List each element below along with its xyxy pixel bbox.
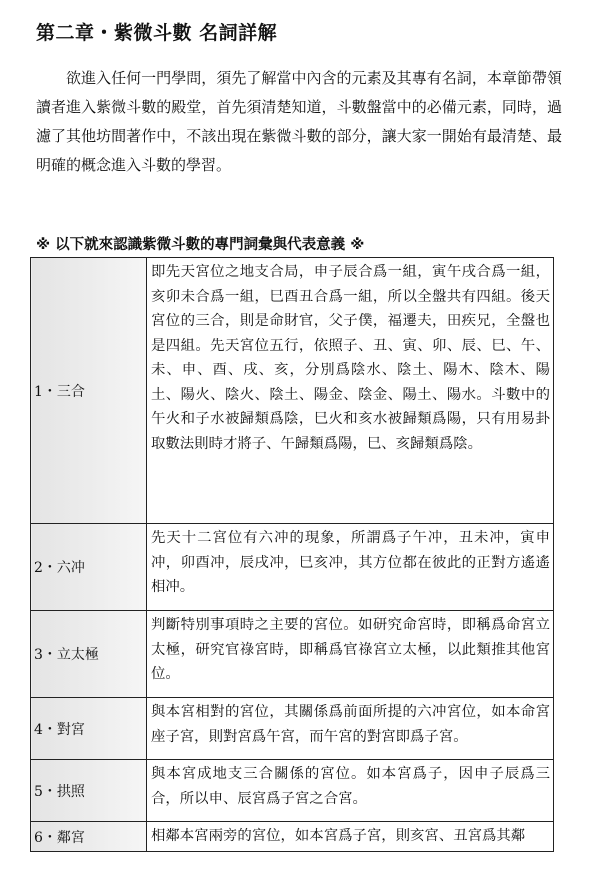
term-definition: 即先天宮位之地支合局，申子辰合爲一組，寅午戌合爲一組，亥卯未合爲一組，巳酉丑合爲一組，所以全盤共有四組。後天宮位的三合，則是命財官，父子僕，福遷夫，田疾兄，全盤也是四組。先天宮位五行，依照子、丑、寅、卯、辰、巳、午、未、申、酉、戌、亥，分別爲陰水、陰土、陽木、陰木、陽土、陽火、陰火、陰土、陽金、陰金、陽土、陽水。斗數中的午火和子水被歸類爲陰，巳火和亥水被歸類爲陽，只有用易卦取數法則時才將子、午歸類爲陽，巳、亥歸類爲陰。	[147, 258, 554, 524]
terms-table	[30, 257, 554, 852]
term-name: 6・鄰宮	[31, 822, 147, 852]
term-definition: 與本宮相對的宮位，其關係爲前面所提的六冲宮位，如本命宮座子宮，則對宮爲午宮，而午宮的對宮即爲子宮。	[147, 698, 554, 760]
term-name: 4・對宮	[31, 698, 147, 760]
table-row	[31, 258, 554, 524]
term-name: 2・六冲	[31, 524, 147, 611]
term-definition: 先天十二宮位有六冲的現象，所謂爲子午冲，丑未冲，寅申冲，卯酉冲，辰戌冲，巳亥冲，其方位都在彼此的正對方遙遙相冲。	[147, 524, 554, 611]
term-name: 5・拱照	[31, 760, 147, 822]
term-name: 1・三合	[31, 258, 147, 524]
table-row	[31, 698, 554, 760]
table-row	[31, 611, 554, 698]
section-heading: ※ 以下就來認識紫微斗數的專門詞彙與代表意義 ※	[36, 237, 365, 253]
term-definition: 判斷特別事項時之主要的宮位。如研究命宮時，即稱爲命宮立太極，研究官祿宮時，即稱爲官祿宮立太極，以此類推其他宮位。	[147, 611, 554, 698]
term-name: 3・立太極	[31, 611, 147, 698]
term-definition: 與本宮成地支三合關係的宮位。如本宮爲子，因申子辰爲三合，所以申、辰宮爲子宮之合宮。	[147, 760, 554, 822]
term-definition: 相鄰本宮兩旁的宮位，如本宮爲子宮，則亥宮、丑宮爲其鄰	[147, 822, 554, 852]
table-row	[31, 524, 554, 611]
table-row	[31, 822, 554, 852]
intro-paragraph: 欲進入任何一門學問，須先了解當中內含的元素及其專有名詞，本章節帶領讀者進入紫微斗數的殿堂，首先須清楚知道，斗數盤當中的必備元素，同時，過濾了其他坊間著作中，不該出現在紫微斗數的部分，讓大家一開始有最清楚、最明確的概念進入斗數的學習。	[36, 69, 562, 174]
chapter-title: 第二章・紫微斗數 名詞詳解	[36, 22, 278, 44]
table-row	[31, 760, 554, 822]
